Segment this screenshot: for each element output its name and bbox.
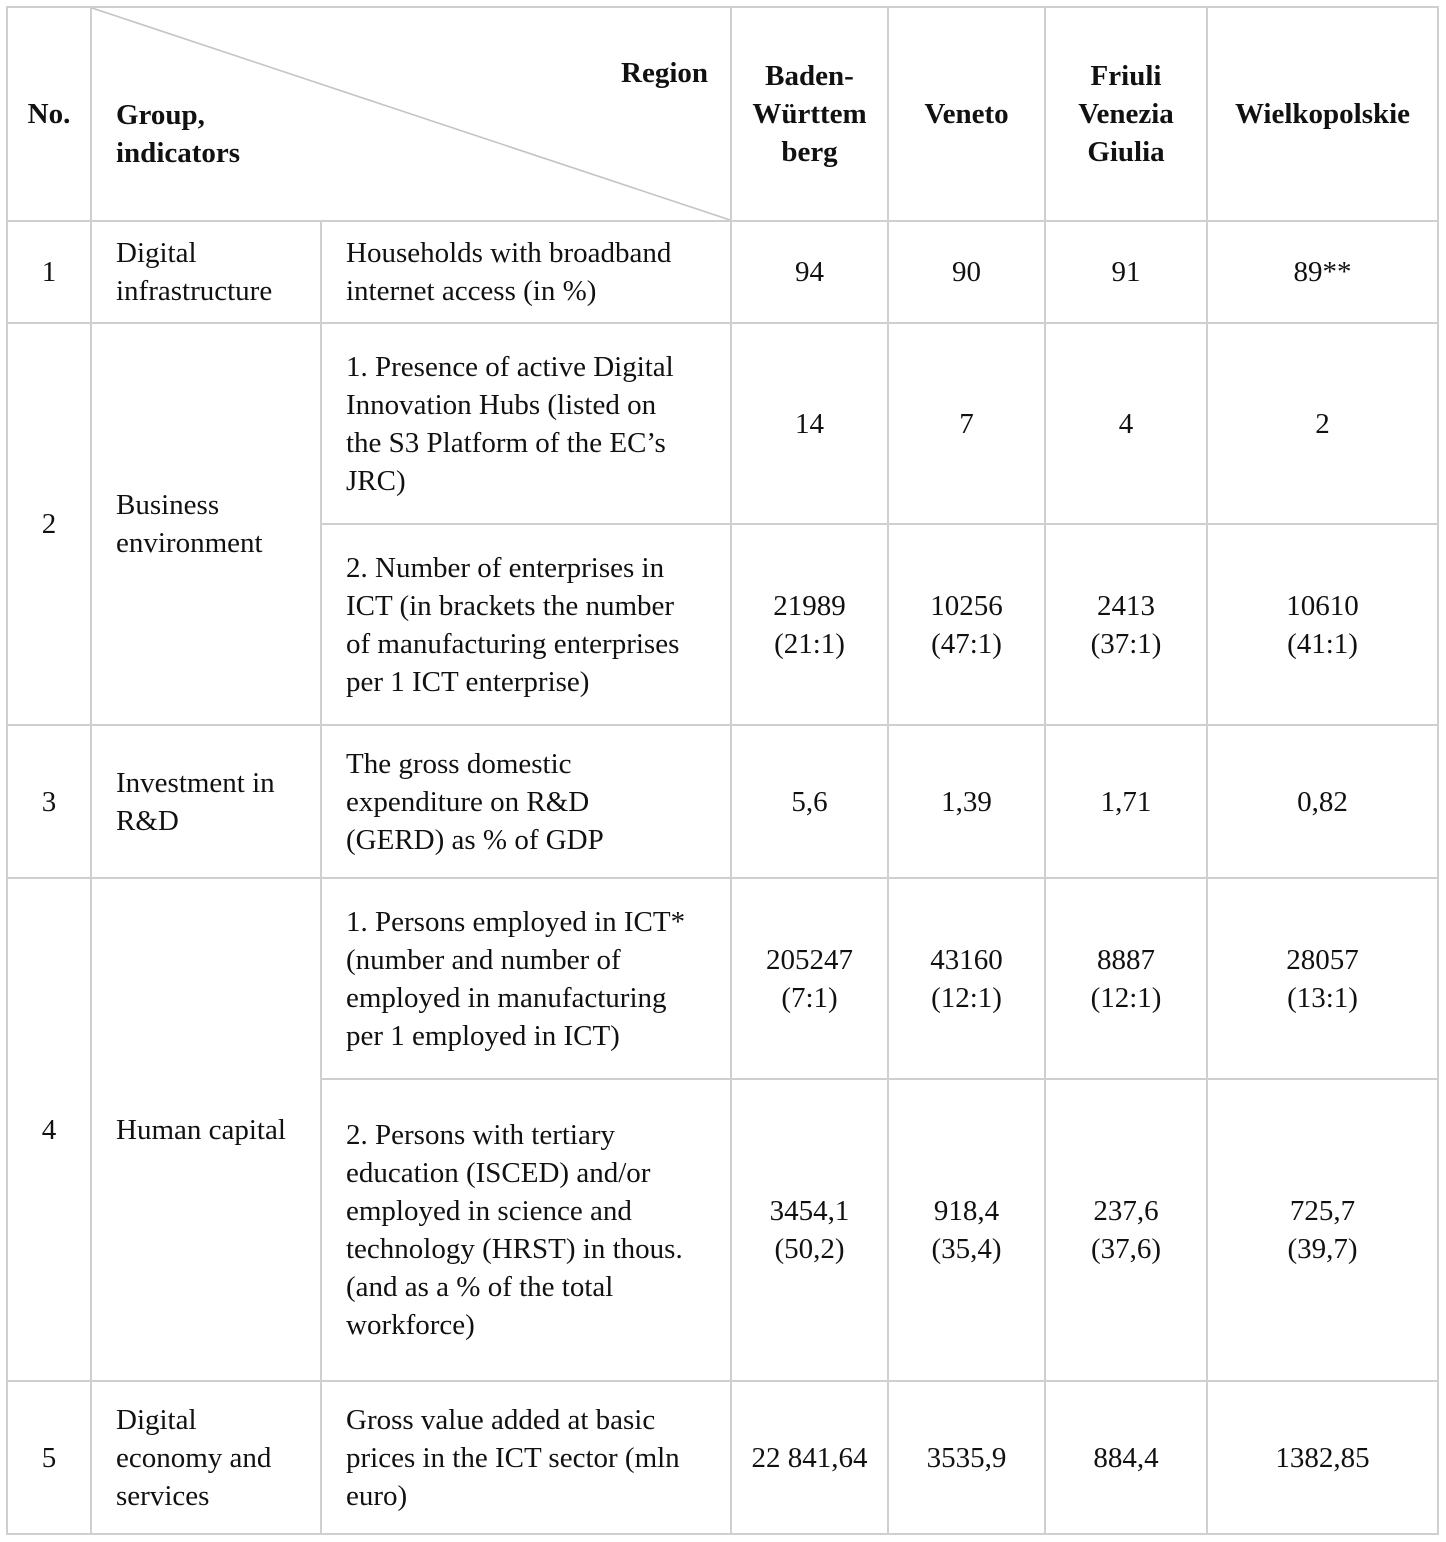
indicator-description: 1. Persons employed in ICT* (number and number of employed in manufacturing per 1 employed in ICT) <box>321 878 731 1079</box>
header-region-wielkopolskie: Wielkopolskie <box>1207 7 1438 221</box>
value-cell: 4 <box>1045 323 1207 524</box>
value-cell: 43160 (12:1) <box>888 878 1045 1079</box>
header-no: No. <box>7 7 91 221</box>
value-cell: 1,71 <box>1045 725 1207 878</box>
indicator-description: 2. Persons with tertiary education (ISCED) and/or employed in science and technology (HRST) in thous. (and as a % of the total workforce) <box>321 1079 731 1381</box>
value-cell: 90 <box>888 221 1045 323</box>
header-group-region <box>91 7 731 221</box>
value-cell: 8887 (12:1) <box>1045 878 1207 1079</box>
value-cell: 28057 (13:1) <box>1207 878 1438 1079</box>
group-name: Business environment <box>91 323 321 725</box>
table-row <box>7 878 1438 1079</box>
value-cell: 884,4 <box>1045 1381 1207 1534</box>
row-number: 3 <box>7 725 91 878</box>
indicator-description: Households with broadband internet access (in %) <box>321 221 731 323</box>
table-row <box>7 1381 1438 1534</box>
value-cell: 10610 (41:1) <box>1207 524 1438 725</box>
value-cell: 94 <box>731 221 888 323</box>
value-cell: 89** <box>1207 221 1438 323</box>
value-cell: 91 <box>1045 221 1207 323</box>
row-number: 5 <box>7 1381 91 1534</box>
value-cell: 2413 (37:1) <box>1045 524 1207 725</box>
value-cell: 237,6 (37,6) <box>1045 1079 1207 1381</box>
row-number: 4 <box>7 878 91 1381</box>
indicators-table <box>6 6 1439 1535</box>
header-region-baden-wurttemberg: Baden- Württem berg <box>731 7 888 221</box>
value-cell: 2 <box>1207 323 1438 524</box>
value-cell: 725,7 (39,7) <box>1207 1079 1438 1381</box>
value-cell: 3535,9 <box>888 1381 1045 1534</box>
value-cell: 14 <box>731 323 888 524</box>
value-cell: 0,82 <box>1207 725 1438 878</box>
group-name: Digital economy and services <box>91 1381 321 1534</box>
value-cell: 22 841,64 <box>731 1381 888 1534</box>
table-row <box>7 725 1438 878</box>
value-cell: 205247 (7:1) <box>731 878 888 1079</box>
row-number: 1 <box>7 221 91 323</box>
header-region-veneto: Veneto <box>888 7 1045 221</box>
value-cell: 1,39 <box>888 725 1045 878</box>
row-number: 2 <box>7 323 91 725</box>
indicator-description: 2. Number of enterprises in ICT (in brackets the number of manufacturing enterprises per 1 ICT enterprise) <box>321 524 731 725</box>
value-cell: 1382,85 <box>1207 1381 1438 1534</box>
indicator-description: Gross value added at basic prices in the ICT sector (mln euro) <box>321 1381 731 1534</box>
header-region-friuli-venezia-giulia: Friuli Venezia Giulia <box>1045 7 1207 221</box>
group-name: Investment in R&D <box>91 725 321 878</box>
value-cell: 918,4 (35,4) <box>888 1079 1045 1381</box>
header-group-label: Group, indicators <box>116 99 241 169</box>
table-row <box>7 221 1438 323</box>
group-name: Human capital <box>91 878 321 1381</box>
header-region-label: Region <box>621 57 708 89</box>
indicator-description: 1. Presence of active Digital Innovation Hubs (listed on the S3 Platform of the EC’s JRC) <box>321 323 731 524</box>
value-cell: 3454,1 (50,2) <box>731 1079 888 1381</box>
header-row <box>7 7 1438 221</box>
value-cell: 21989 (21:1) <box>731 524 888 725</box>
value-cell: 10256 (47:1) <box>888 524 1045 725</box>
table-row <box>7 323 1438 524</box>
value-cell: 7 <box>888 323 1045 524</box>
indicator-description: The gross domestic expenditure on R&D (GERD) as % of GDP <box>321 725 731 878</box>
value-cell: 5,6 <box>731 725 888 878</box>
group-name: Digital infrastructure <box>91 221 321 323</box>
